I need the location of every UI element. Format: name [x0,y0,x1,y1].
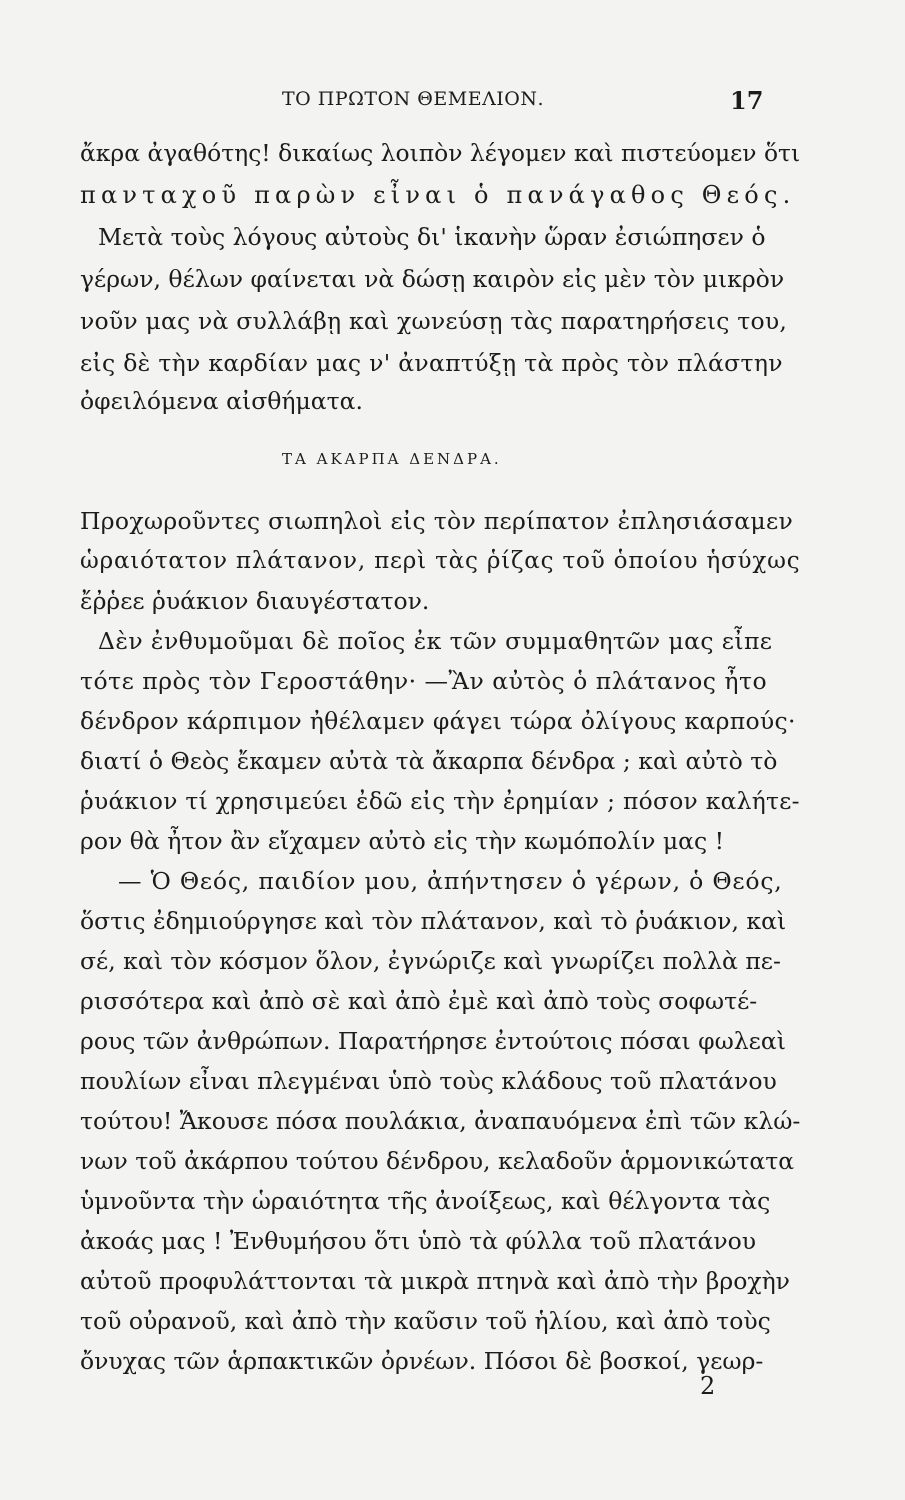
running-head [0,86,905,120]
text-line: γέρων, θέλων φαίνεται νὰ δώσῃ καιρὸν εἰς μὲν τὸν μικρὸν [80,265,785,293]
text-line: ὡραιότατον πλάτανον, περὶ τὰς ῥίζας τοῦ ὁποίου ἡσύχως [80,548,801,574]
text-line: ἄκρα ἀγαθότης! δικαίως λοιπὸν λέγομεν καὶ πιστεύομεν ὅτι [80,139,801,167]
text-line: Προχωροῦντες σιωπηλοὶ εἰς τὸν περίπατον ἐπλησιάσαμεν [80,507,794,535]
text-line: Μετὰ τοὺς λόγους αὐτοὺς δι' ἱκανὴν ὥραν ἐσιώπησεν ὁ [98,223,766,251]
text-line: τούτου! Ἄκουσε πόσα πουλάκια, ἀναπαυόμενα ἐπὶ τῶν κλώ- [80,1107,801,1135]
text-line: εἰς δὲ τὴν καρδίαν μας ν' ἀναπτύξῃ τὰ πρὸς τὸν πλάστην [80,349,783,377]
section-heading: ΤΑ ΑΚΑΡΠΑ ΔΕΝΔΡΑ. [282,450,502,468]
text-line: πανταχοῦ παρὼν εἶναι ὁ πανάγαθος Θεός. [80,181,796,209]
text-line: ὄνυχας τῶν ἁρπακτικῶν ὀρνέων. Πόσοι δὲ βοσκοί, γεωρ- [80,1347,764,1375]
text-line: τοῦ οὐρανοῦ, καὶ ἀπὸ τὴν καῦσιν τοῦ ἡλίου, καὶ ἀπὸ τοὺς [80,1307,771,1335]
text-line: ὑμνοῦντα τὴν ὡραιότητα τῆς ἀνοίξεως, καὶ θέλγοντα τὰς [80,1187,771,1215]
text-line: ρους τῶν ἀνθρώπων. Παρατήρησε ἐντούτοις πόσαι φωλεαὶ [80,1027,786,1055]
text-line: νοῦν μας νὰ συλλάβῃ καὶ χωνεύσῃ τὰς παρατηρήσεις του, [80,307,788,335]
text-line: σέ, καὶ τὸν κόσμον ὅλον, ἐγνώριζε καὶ γνωρίζει πολλὰ πε- [80,947,781,975]
text-line: ἀκοάς μας ! Ἐνθυμήσου ὅτι ὑπὸ τὰ φύλλα τοῦ πλατάνου [80,1227,757,1255]
text-line: ρον θὰ ἦτον ἂν εἴχαμεν αὐτὸ εἰς τὴν κωμόπολίν μας ! [80,827,725,855]
text-line: νων τοῦ ἀκάρπου τούτου δένδρου, κελαδοῦν ἁρμονικώτατα [80,1147,795,1175]
running-title: ΤΟ ΠΡΩΤΟΝ ΘΕΜΕΛΙΟΝ. [282,88,545,110]
text-line: τότε πρὸς τὸν Γεροστάθην· —Ἂν αὐτὸς ὁ πλάτανος ἦτο [80,667,768,695]
text-line: Δὲν ἐνθυμοῦμαι δὲ ποῖος ἐκ τῶν συμμαθητῶν μας εἶπε [98,627,773,655]
text-line: ὀφειλόμενα αἰσθήματα. [80,387,363,415]
text-line: δένδρον κάρπιμον ἠθέλαμεν φάγει τώρα ὀλίγους καρπούς· [80,707,796,735]
text-line: πουλίων εἶναι πλεγμέναι ὑπὸ τοὺς κλάδους τοῦ πλατάνου [80,1067,777,1095]
text-line: αὐτοῦ προφυλάττονται τὰ μικρὰ πτηνὰ καὶ ἀπὸ τὴν βροχὴν [80,1267,790,1295]
text-line: — Ὁ Θεός, παιδίον μου, ἀπήντησεν ὁ γέρων, ὁ Θεός, [118,867,783,895]
text-line: ὅστις ἐδημιούργησε καὶ τὸν πλάτανον, καὶ τὸ ῥυάκιον, καὶ [80,907,787,935]
signature-mark: 2 [700,1372,716,1400]
page-number: 17 [730,86,764,115]
text-line: ἔῤῥεε ῥυάκιον διαυγέστατον. [80,587,430,615]
text-line: ῥυάκιον τί χρησιμεύει ἐδῶ εἰς τὴν ἐρημίαν ; πόσον καλήτε- [80,787,800,815]
text-line: διατί ὁ Θεὸς ἔκαμεν αὐτὰ τὰ ἄκαρπα δένδρα ; καὶ αὐτὸ τὸ [80,747,778,775]
text-line: ρισσότερα καὶ ἀπὸ σὲ καὶ ἀπὸ ἐμὲ καὶ ἀπὸ τοὺς σοφωτέ- [80,987,758,1015]
